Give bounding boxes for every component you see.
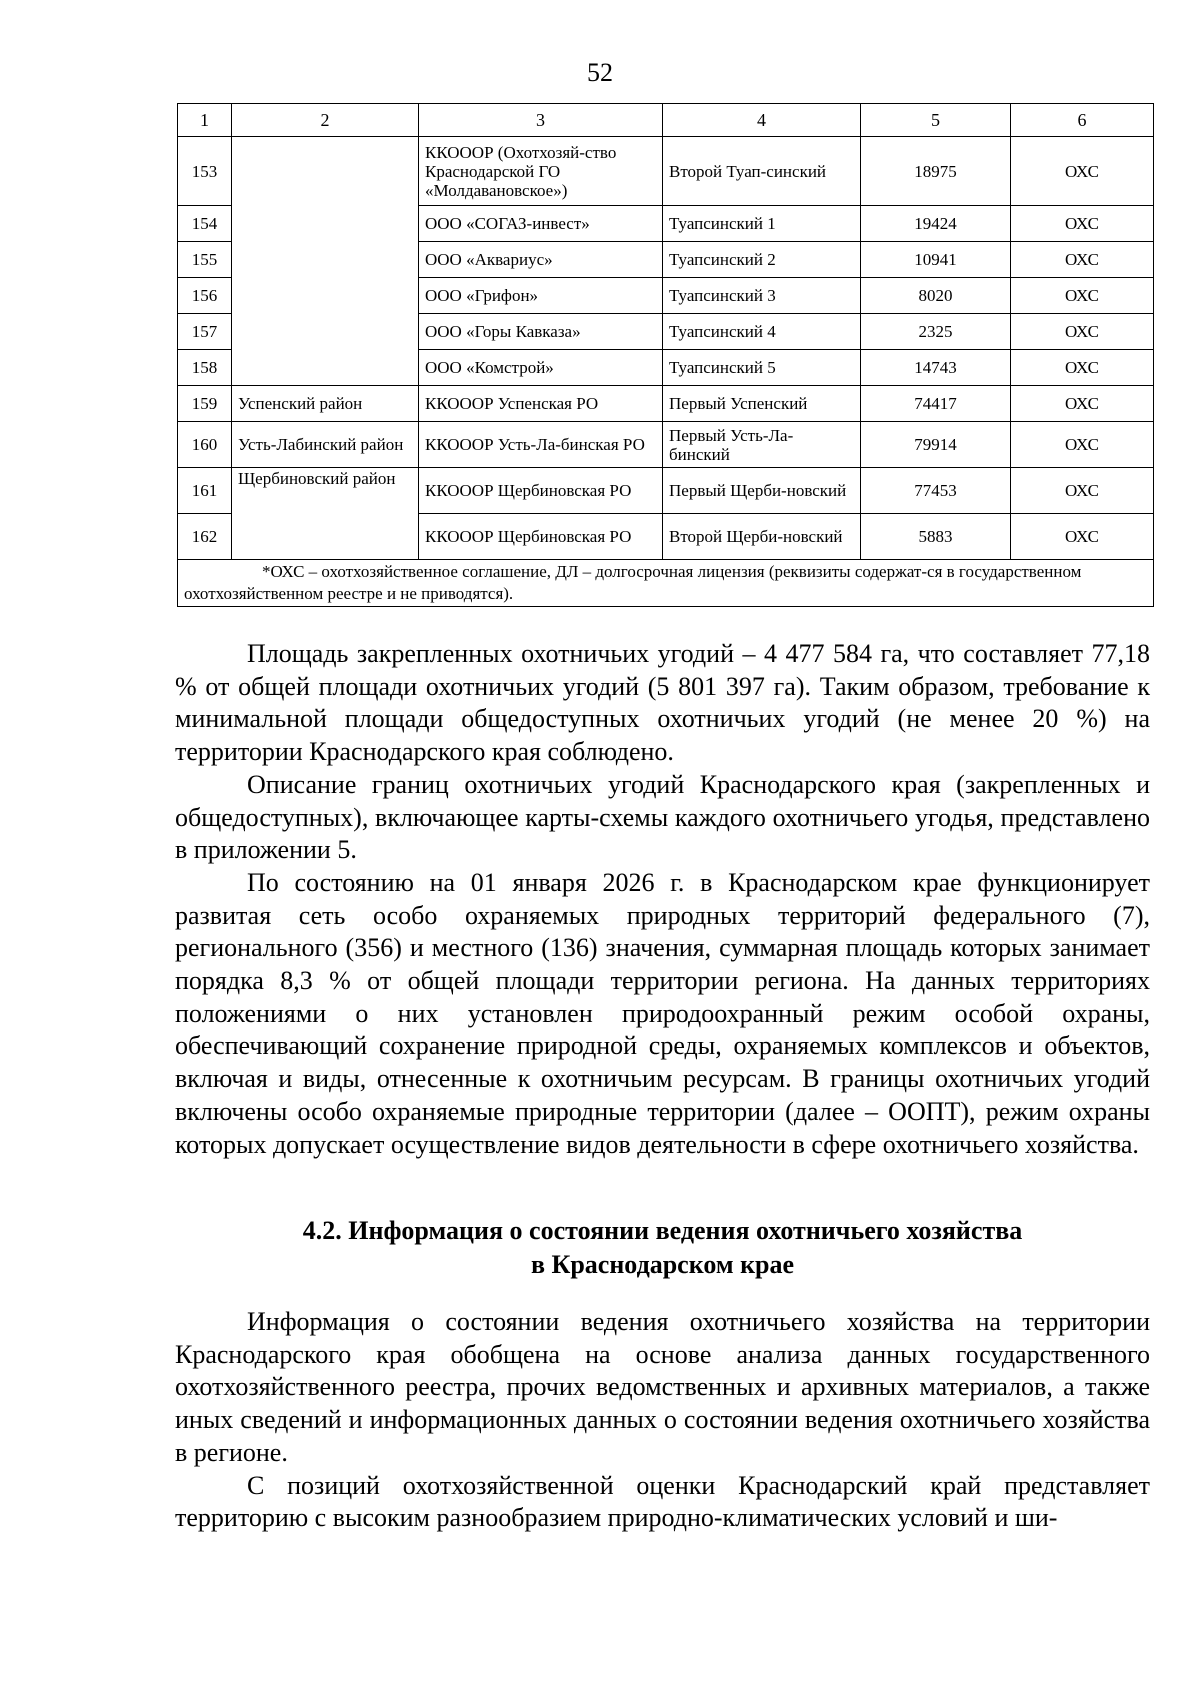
row-number: 155 xyxy=(178,242,232,278)
user-cell: ООО «Аквариус» xyxy=(419,242,663,278)
user-cell: ККОООР (Охотхозяй-ство Краснодарской ГО «Молдавановское») xyxy=(419,137,663,206)
ground-cell: Второй Щерби-новский xyxy=(663,514,861,560)
paragraph: По состоянию на 01 января 2026 г. в Краснодарском крае функционирует развитая сеть особо охраняемых природных территорий федерального (7), регионального (356) и местного (136) значения, суммарная площадь которых занимает порядка 8,3 % от общей площади территории региона. На данных территориях положениями о них установлен природоохранный режим особой охраны, обеспечивающий сохранение природной среды, охраняемых комплексов и объектов, включая и виды, отнесенные к охотничьим ресурсам. В границы охотничьих угодий включены особо охраняемые природные территории (далее – ООПТ), режим охраны которых допускает осуществление видов деятельности в сфере охотничьего хозяйства. xyxy=(175,867,1150,1159)
paragraph: Описание границ охотничьих угодий Краснодарского края (закрепленных и общедоступных), включающее карты-схемы каждого охотничьего угодья, представлено в приложении 5. xyxy=(175,769,1150,865)
table-header-cell: 3 xyxy=(419,104,663,137)
type-cell: ОХС xyxy=(1011,314,1154,350)
district-cell: Усть-Лабинский район xyxy=(232,422,419,468)
ground-cell: Туапсинский 4 xyxy=(663,314,861,350)
user-cell: ООО «Комстрой» xyxy=(419,350,663,386)
row-number: 162 xyxy=(178,514,232,560)
paragraph: Информация о состоянии ведения охотничьего хозяйства на территории Краснодарского края обобщена на основе анализа данных государственного охотхозяйственного реестра, прочих ведомственных и архивных материалов, а также иных сведений и информационных данных о состоянии ведения охотничьего хозяйства в регионе. xyxy=(175,1307,1150,1467)
row-number: 161 xyxy=(178,468,232,514)
type-cell: ОХС xyxy=(1011,206,1154,242)
ground-cell: Первый Усть-Ла-бинский xyxy=(663,422,861,468)
section-heading-line: 4.2. Информация о состоянии ведения охотничьего хозяйства xyxy=(302,1216,1023,1245)
hunting-grounds-table xyxy=(177,103,1154,607)
ground-cell: Первый Щерби-новский xyxy=(663,468,861,514)
row-number: 156 xyxy=(178,278,232,314)
area-cell: 8020 xyxy=(861,278,1011,314)
district-cell: Успенский район xyxy=(232,386,419,422)
area-cell: 5883 xyxy=(861,514,1011,560)
type-cell: ОХС xyxy=(1011,422,1154,468)
user-cell: ООО «Горы Кавказа» xyxy=(419,314,663,350)
row-number: 158 xyxy=(178,350,232,386)
table-row xyxy=(178,422,1154,468)
type-cell: ОХС xyxy=(1011,350,1154,386)
row-number: 159 xyxy=(178,386,232,422)
table-row xyxy=(178,137,1154,206)
table-header-cell: 6 xyxy=(1011,104,1154,137)
table-header-cell: 2 xyxy=(232,104,419,137)
area-cell: 74417 xyxy=(861,386,1011,422)
row-number: 160 xyxy=(178,422,232,468)
ground-cell: Туапсинский 1 xyxy=(663,206,861,242)
area-cell: 10941 xyxy=(861,242,1011,278)
type-cell: ОХС xyxy=(1011,278,1154,314)
type-cell: ОХС xyxy=(1011,514,1154,560)
type-cell: ОХС xyxy=(1011,386,1154,422)
ground-cell: Туапсинский 3 xyxy=(663,278,861,314)
area-cell: 18975 xyxy=(861,137,1011,206)
row-number: 154 xyxy=(178,206,232,242)
body-text-block-2 xyxy=(175,1306,1150,1535)
table-header-cell: 4 xyxy=(663,104,861,137)
user-cell: ККОООР Успенская РО xyxy=(419,386,663,422)
type-cell: ОХС xyxy=(1011,242,1154,278)
user-cell: ООО «Грифон» xyxy=(419,278,663,314)
user-cell: ККОООР Щербиновская РО xyxy=(419,468,663,514)
table-footnote xyxy=(178,560,1154,607)
section-heading-line: в Краснодарском крае xyxy=(530,1250,795,1279)
paragraph: Площадь закрепленных охотничьих угодий – 4 477 584 га, что составляет 77,18 % от общей площади охотничьих угодий (5 801 397 га). Таким образом, требование к минимальной площади общедоступных охотничьих угодий (не менее 20 %) на территории Краснодарского края соблюдено. xyxy=(175,639,1150,767)
area-cell: 2325 xyxy=(861,314,1011,350)
district-cell: Щербиновский район xyxy=(232,468,419,560)
type-cell: ОХС xyxy=(1011,468,1154,514)
area-cell: 14743 xyxy=(861,350,1011,386)
table-footnote-row xyxy=(178,560,1154,607)
body-text-block-1 xyxy=(175,638,1150,1161)
ground-cell: Первый Успенский xyxy=(663,386,861,422)
user-cell: ККОООР Усть-Ла-бинская РО xyxy=(419,422,663,468)
area-cell: 19424 xyxy=(861,206,1011,242)
table-header-row xyxy=(178,104,1154,137)
area-cell: 77453 xyxy=(861,468,1011,514)
table-row xyxy=(178,386,1154,422)
paragraph: С позиций охотхозяйственной оценки Краснодарский край представляет территорию с высоким разнообразием природно-климатических условий и ши- xyxy=(175,1470,1150,1533)
district-cell xyxy=(232,137,419,386)
page-number: 52 xyxy=(587,58,613,87)
table-row xyxy=(178,468,1154,514)
ground-cell: Второй Туап-синский xyxy=(663,137,861,206)
ground-cell: Туапсинский 5 xyxy=(663,350,861,386)
user-cell: ООО «СОГАЗ-инвест» xyxy=(419,206,663,242)
row-number: 153 xyxy=(178,137,232,206)
table-header-cell: 1 xyxy=(178,104,232,137)
section-heading xyxy=(175,1214,1150,1282)
user-cell: ККОООР Щербиновская РО xyxy=(419,514,663,560)
footnote-text: *ОХС – охотхозяйственное соглашение, ДЛ – долгосрочная лицензия (реквизиты содержат-ся в государственном охотхозяйственном реестре и не приводятся). xyxy=(184,562,1082,603)
ground-cell: Туапсинский 2 xyxy=(663,242,861,278)
area-cell: 79914 xyxy=(861,422,1011,468)
type-cell: ОХС xyxy=(1011,137,1154,206)
table-header-cell: 5 xyxy=(861,104,1011,137)
row-number: 157 xyxy=(178,314,232,350)
